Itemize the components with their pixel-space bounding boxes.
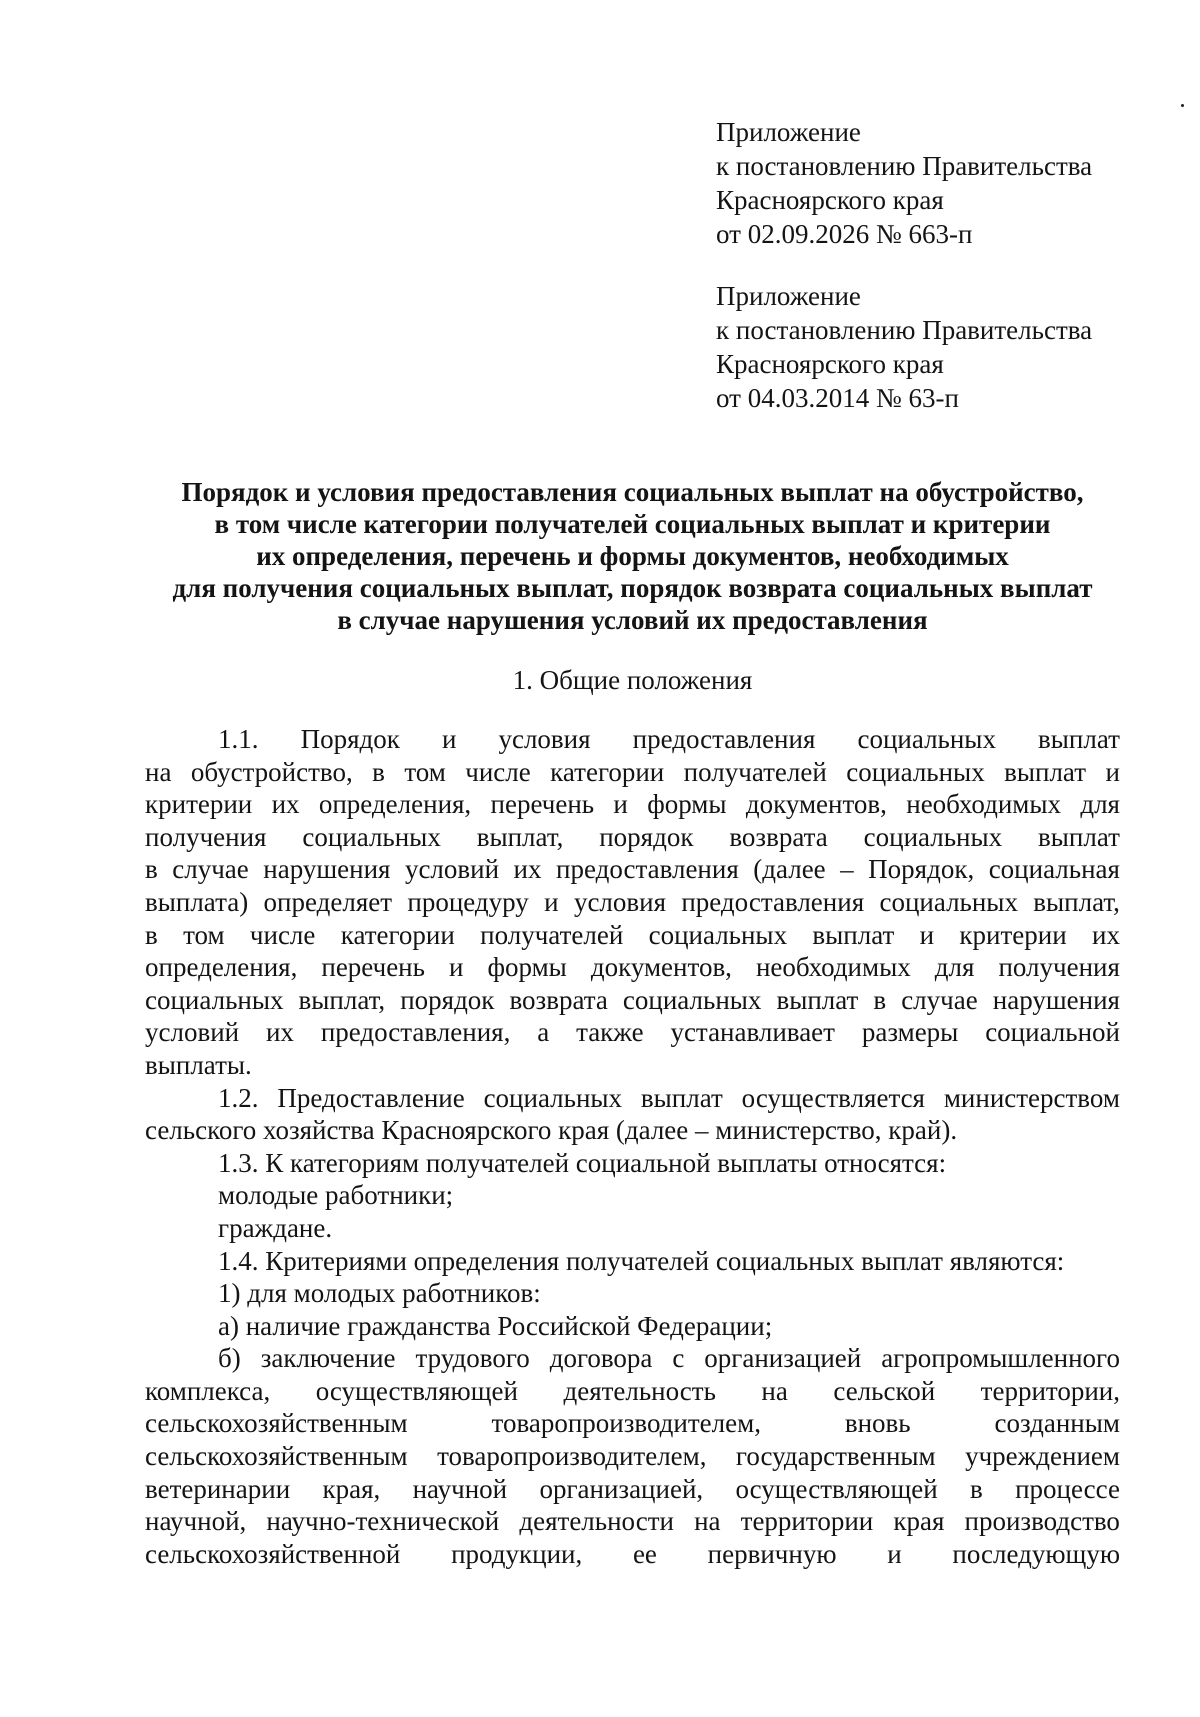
word: сельскохозяйственным [145,1408,408,1439]
word: научной, [145,1506,247,1537]
word: научной [412,1473,508,1504]
paragraph-line: выплаты. [145,1049,252,1080]
paragraph-line [145,984,1120,1017]
section-heading: 1. Общие положения [512,665,753,695]
word: осуществляется [741,1082,925,1113]
annex-line: к постановлению Правительства [716,151,1093,181]
word: с [672,1343,685,1374]
word: продукции, [451,1538,583,1569]
word: выплат [776,984,859,1015]
title-line: их определения, перечень и формы документов, необходимых [256,541,1009,571]
word: и [449,952,464,983]
word: последующую [952,1538,1120,1569]
word: их [265,1017,294,1048]
word: выплат, [1033,886,1120,917]
word: получателей [683,756,827,787]
word: определяет [263,886,393,917]
word: получения [998,952,1120,983]
word: деятельности [519,1506,674,1537]
word: выплат [1038,821,1120,852]
word: порядок [400,984,495,1015]
word: обустройство, [190,756,353,787]
word: предоставления, [320,1017,511,1048]
paragraph-line [145,1440,1120,1473]
word: категории [550,756,665,787]
word: в [372,756,385,787]
paragraph-line: 1.4. Критериями определения получателей социальных выплат являются: [218,1245,1065,1276]
word: учреждением [965,1441,1120,1472]
word: их [271,789,300,820]
title-line: в случае нарушения условий их предоставления [337,605,928,635]
word: сельской [833,1375,936,1406]
paragraph-line: 1.3. К категориям получателей социальной выплаты относятся: [218,1147,947,1178]
word: а [537,1017,550,1048]
word: выплат, [298,984,386,1015]
word: осуществляющей [735,1473,938,1504]
word: (далее [753,854,826,885]
annex-line: Приложение [716,117,861,147]
word: в [145,919,158,950]
word: выплат [812,919,895,950]
paragraph-line [145,821,1120,854]
word: социальных [302,821,441,852]
word: документов, [745,789,887,820]
word: критерии [145,789,253,820]
word: определения, [318,789,472,820]
word: том [183,919,225,950]
word: формы [487,952,567,983]
word: в [145,854,158,885]
word: социальных [145,984,284,1015]
word: порядок [599,821,694,852]
body-text [145,723,1120,1570]
word: процессе [1015,1473,1120,1504]
paragraph-line [145,1505,1120,1538]
word: их [513,854,542,885]
word: территории, [980,1375,1120,1406]
word: выплат [640,1082,723,1113]
word: в [873,984,887,1015]
word: возврата [729,821,828,852]
word: сельскохозяйственной [145,1538,401,1569]
word: и [887,1538,902,1569]
annex-line: от 04.03.2014 № 63-п [716,383,959,413]
word: социальных [863,821,1003,852]
word: социальных [857,724,996,754]
word: территории [740,1506,874,1537]
word: устанавливает [670,1017,835,1048]
word: получения [145,821,267,852]
word: формы [647,789,727,820]
word: социальных [622,984,762,1015]
paragraph-line: сельского хозяйства Красноярского края (далее – министерство, край). [145,1115,958,1146]
word: 1.1. [218,724,259,754]
word: критерии [959,919,1067,950]
word: договора [549,1343,653,1374]
word: организацией [704,1343,862,1374]
word: созданным [994,1408,1120,1439]
word: первичную [707,1538,837,1569]
title-line: для получения социальных выплат, порядок возврата социальных выплат [172,573,1093,603]
word: трудового [415,1343,530,1374]
word: осуществляющей [315,1375,518,1406]
word: необходимых [755,952,911,983]
scan-speck [1181,104,1184,107]
word: социальных [483,1082,623,1113]
word: агропромышленного [881,1343,1120,1374]
word: нарушения [992,984,1120,1015]
paragraph-line [145,1082,1120,1115]
paragraph-line [145,723,1120,756]
word: их [1092,919,1120,950]
word: Предоставление [277,1082,465,1113]
word: ее [632,1538,657,1569]
word: условия [573,886,667,917]
paragraph-line: 1) для молодых работников: [218,1278,541,1309]
word: процедуру [407,886,529,917]
annex-line: к постановлению Правительства [716,315,1093,345]
word: предоставления [681,886,865,917]
paragraph-line [145,886,1120,919]
word: на [761,1375,788,1406]
word: края [893,1506,945,1537]
annex-line: Красноярского края [716,349,944,379]
paragraph-line: граждане. [218,1212,333,1243]
title-line: Порядок и условия предоставления социальных выплат на обустройство, [181,477,1084,507]
word: социальных [846,756,985,787]
word: социальных [648,919,788,950]
annex-line: Приложение [716,281,861,311]
word: предоставления [632,724,816,754]
word: на [694,1506,721,1537]
word: получателей [480,919,624,950]
word: перечень [321,952,425,983]
word: выплат, [476,821,564,852]
word: случае [172,854,249,885]
word: министерством [943,1082,1120,1113]
paragraph-line [145,951,1120,984]
word: Порядок [300,724,400,754]
word: товаропроизводителем, [437,1441,707,1472]
word: производство [964,1506,1120,1537]
annex-line: от 02.09.2026 № 663-п [716,219,973,249]
paragraph-line [145,1538,1120,1571]
word: выплата) [145,886,249,917]
word: научно-технической [266,1506,500,1537]
word: края, [322,1473,381,1504]
word: необходимых [906,789,1061,820]
word: и [919,919,935,950]
paragraph-line [145,756,1120,789]
word: выплат [1038,724,1120,754]
word: товаропроизводителем, [491,1408,761,1439]
word: и [613,789,628,820]
word: выплат [1004,756,1087,787]
word: и [441,724,457,754]
word: числе [465,756,531,787]
word: для [934,952,975,983]
paragraph-line [145,1473,1120,1506]
word: перечень [490,789,595,820]
paragraph-line [145,788,1120,821]
paragraph-line: молодые работники; [218,1180,454,1211]
word: для [1080,789,1120,820]
word: числе [249,919,316,950]
word: определения, [145,952,298,983]
word: нарушения [263,854,391,885]
word: и [544,886,559,917]
word: б) [218,1343,241,1374]
word: предоставления [556,854,739,885]
paragraph-line [145,853,1120,886]
word: 1.2. [218,1082,259,1113]
word: организацией, [539,1473,704,1504]
word: размеры [861,1017,959,1048]
word: условий [145,1017,240,1048]
annex-header-original [716,279,1092,415]
word: том [404,756,446,787]
word: случае [901,984,978,1015]
word: сельскохозяйственным [145,1441,408,1472]
paragraph-line [145,1016,1120,1049]
word: на [145,756,172,787]
word: – [840,854,854,885]
word: и [1105,756,1120,787]
annex-line: Красноярского края [716,185,944,215]
word: государственным [735,1441,936,1472]
word: также [576,1017,644,1048]
word: в [970,1473,983,1504]
word: вновь [844,1408,911,1439]
paragraph-line [145,1407,1120,1440]
paragraph-line [145,919,1120,952]
word: условия [498,724,591,754]
word: заключение [260,1343,396,1374]
word: социальной [985,1017,1120,1048]
word: ветеринарии [145,1473,291,1504]
paragraph-line: а) наличие гражданства Российской Федерации; [218,1310,773,1341]
title-line: в том числе категории получателей социальных выплат и критерии [214,509,1051,539]
word: социальная [988,854,1120,885]
word: условий [404,854,500,885]
paragraph-line [145,1342,1120,1375]
annex-header-current [716,115,1092,251]
word: Порядок, [868,854,975,885]
word: социальных [879,886,1018,917]
word: возврата [509,984,608,1015]
word: деятельность [563,1375,716,1406]
word: категории [340,919,455,950]
paragraph-line [145,1375,1120,1408]
document-title [145,476,1120,636]
word: документов, [590,952,732,983]
word: комплекса, [145,1375,271,1406]
